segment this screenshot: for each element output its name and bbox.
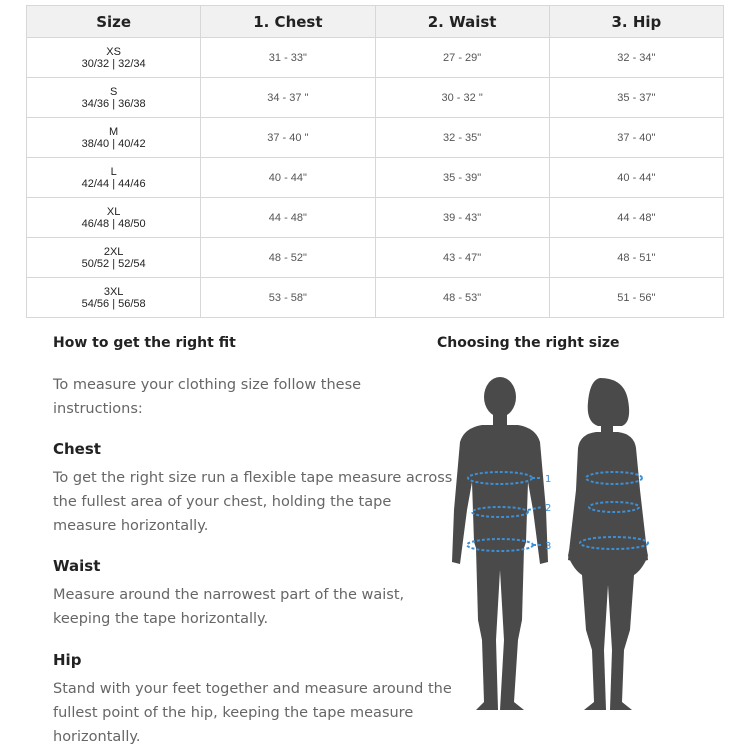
- size-cell: [27, 278, 201, 318]
- marker-chest: 1: [545, 474, 552, 485]
- waist-cell: 27 - 29": [375, 38, 549, 78]
- size-label: 3XL: [103, 285, 124, 298]
- fit-guide-intro: To measure your clothing size follow these instructions:: [53, 377, 362, 417]
- table-row: [27, 118, 724, 158]
- size-eu-label: 42/44 | 44/46: [81, 177, 146, 190]
- size-label: S: [109, 85, 118, 98]
- figure-title: Choosing the right size: [437, 335, 620, 351]
- marker-hip: 3: [545, 541, 552, 552]
- chest-cell: 37 - 40 ": [201, 118, 375, 158]
- marker-waist: 2: [545, 503, 552, 514]
- size-cell: [27, 38, 201, 78]
- header-waist: 2. Waist: [375, 6, 549, 38]
- chest-cell: 40 - 44": [201, 158, 375, 198]
- waist-instructions: Measure around the narrowest part of the waist, keeping the tape horizontally.: [53, 587, 405, 627]
- size-eu-label: 30/32 | 32/34: [81, 57, 146, 70]
- size-label: 2XL: [103, 245, 124, 258]
- body-measurement-illustration: [438, 370, 678, 715]
- chest-cell: 44 - 48": [201, 198, 375, 238]
- size-cell: [27, 78, 201, 118]
- chest-cell: 34 - 37 ": [201, 78, 375, 118]
- header-chest: 1. Chest: [201, 6, 375, 38]
- waist-cell: 32 - 35": [375, 118, 549, 158]
- hip-cell: 32 - 34": [549, 38, 723, 78]
- size-eu-label: 46/48 | 48/50: [81, 217, 146, 230]
- hip-cell: 51 - 56": [549, 278, 723, 318]
- waist-cell: 39 - 43": [375, 198, 549, 238]
- size-chart-table: [26, 5, 724, 318]
- male-silhouette-icon: [452, 377, 548, 710]
- table-row: [27, 38, 724, 78]
- chest-cell: 53 - 58": [201, 278, 375, 318]
- size-eu-label: 38/40 | 40/42: [81, 137, 146, 150]
- size-cell: [27, 158, 201, 198]
- chest-instructions: To get the right size run a flexible tape measure across the fullest area of your chest, holding the tape measure horizontally.: [53, 470, 453, 534]
- hip-cell: 44 - 48": [549, 198, 723, 238]
- hip-cell: 35 - 37": [549, 78, 723, 118]
- waist-heading: Waist: [53, 557, 101, 575]
- size-cell: [27, 198, 201, 238]
- waist-cell: 48 - 53": [375, 278, 549, 318]
- table-row: [27, 78, 724, 118]
- size-label: XS: [106, 45, 121, 58]
- chest-cell: 48 - 52": [201, 238, 375, 278]
- table-row: [27, 158, 724, 198]
- header-size: Size: [27, 6, 201, 38]
- table-row: [27, 198, 724, 238]
- hip-cell: 48 - 51": [549, 238, 723, 278]
- size-label: XL: [106, 205, 121, 218]
- waist-cell: 30 - 32 ": [375, 78, 549, 118]
- size-eu-label: 50/52 | 52/54: [81, 257, 146, 270]
- chest-cell: 31 - 33": [201, 38, 375, 78]
- hip-cell: 37 - 40": [549, 118, 723, 158]
- size-eu-label: 34/36 | 36/38: [81, 97, 146, 110]
- size-label: L: [110, 165, 117, 178]
- table-header-row: [27, 6, 724, 38]
- female-silhouette-icon: [568, 378, 648, 710]
- fit-guide-title: How to get the right fit: [53, 335, 236, 351]
- waist-cell: 35 - 39": [375, 158, 549, 198]
- hip-heading: Hip: [53, 651, 82, 669]
- hip-cell: 40 - 44": [549, 158, 723, 198]
- size-eu-label: 54/56 | 56/58: [81, 297, 146, 310]
- hip-instructions: Stand with your feet together and measure around the fullest point of the hip, keeping the tape measure horizontally.: [53, 681, 452, 745]
- table-row: [27, 238, 724, 278]
- size-cell: [27, 238, 201, 278]
- chest-heading: Chest: [53, 440, 101, 458]
- header-hip: 3. Hip: [549, 6, 723, 38]
- waist-cell: 43 - 47": [375, 238, 549, 278]
- table-row: [27, 278, 724, 318]
- size-label: M: [109, 125, 119, 138]
- size-cell: [27, 118, 201, 158]
